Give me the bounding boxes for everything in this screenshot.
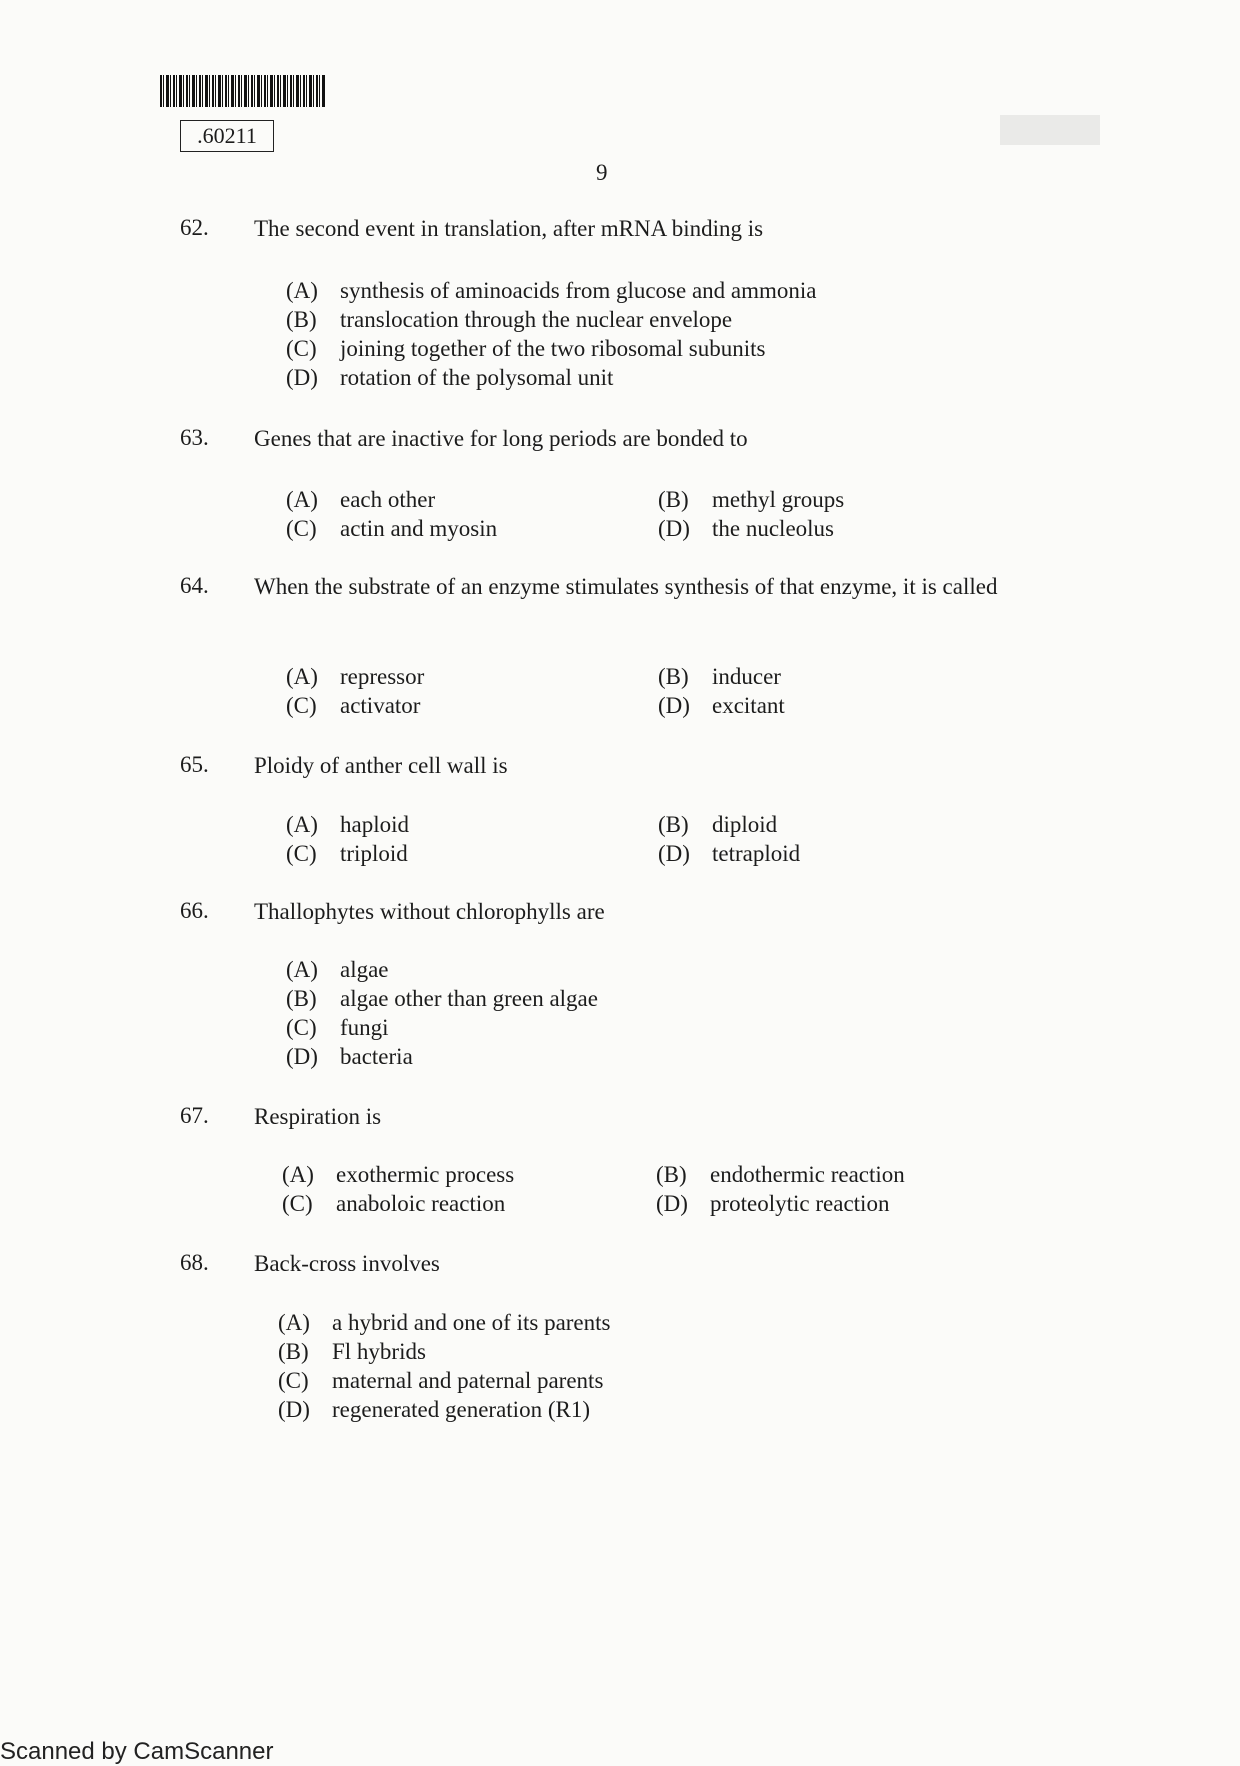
paper-code: .60211 [180, 120, 274, 152]
option-68-d: (D) regenerated generation (R1) [278, 1397, 590, 1422]
question-number: 62. [180, 215, 209, 240]
question-text: Respiration is [254, 1104, 382, 1129]
option-66-b: (B) algae other than green algae [286, 986, 598, 1011]
option-64-b: (B) inducer [658, 664, 781, 689]
option-67-d: (D) proteolytic reaction [656, 1191, 890, 1216]
option-64-a: (A) repressor [286, 664, 425, 689]
question-text: Ploidy of anther cell wall is [254, 753, 508, 778]
option-63-d: (D) the nucleolus [658, 516, 834, 541]
option-64-c: (C) activator [286, 693, 421, 718]
question-text: Back-cross involves [254, 1251, 440, 1276]
page-number: 9 [596, 160, 608, 185]
option-65-c: (C) triploid [286, 841, 408, 866]
option-68-b: (B) Fl hybrids [278, 1339, 426, 1364]
option-62-d: (D) rotation of the polysomal unit [286, 365, 614, 390]
question-text: Thallophytes without chlorophylls are [254, 899, 605, 924]
question-number: 68. [180, 1250, 209, 1275]
option-62-b: (B) translocation through the nuclear envelope [286, 307, 733, 332]
option-62-a: (A) synthesis of aminoacids from glucose and ammonia [286, 278, 817, 303]
bleed-through-mark [1000, 115, 1100, 145]
option-66-a: (A) algae [286, 957, 389, 982]
barcode [160, 75, 325, 107]
question-number: 65. [180, 752, 209, 777]
question-text: When the substrate of an enzyme stimulates synthesis of that enzyme, it is called [254, 574, 998, 599]
question-number: 64. [180, 573, 209, 598]
question-number: 66. [180, 898, 209, 923]
option-62-c: (C) joining together of the two ribosomal subunits [286, 336, 766, 361]
option-64-d: (D) excitant [658, 693, 785, 718]
option-65-a: (A) haploid [286, 812, 409, 837]
option-67-c: (C) anaboloic reaction [282, 1191, 506, 1216]
question-text: Genes that are inactive for long periods are bonded to [254, 426, 748, 451]
question-number: 67. [180, 1103, 209, 1128]
option-68-c: (C) maternal and paternal parents [278, 1368, 604, 1393]
option-68-a: (A) a hybrid and one of its parents [278, 1310, 611, 1335]
scanner-watermark: Scanned by CamScanner [0, 1738, 274, 1765]
question-number: 63. [180, 425, 209, 450]
question-text: The second event in translation, after mRNA binding is [254, 216, 764, 241]
option-65-b: (B) diploid [658, 812, 778, 837]
option-63-c: (C) actin and myosin [286, 516, 498, 541]
option-67-b: (B) endothermic reaction [656, 1162, 905, 1187]
option-67-a: (A) exothermic process [282, 1162, 515, 1187]
option-63-a: (A) each other [286, 487, 436, 512]
option-65-d: (D) tetraploid [658, 841, 801, 866]
option-66-d: (D) bacteria [286, 1044, 413, 1069]
option-66-c: (C) fungi [286, 1015, 389, 1040]
option-63-b: (B) methyl groups [658, 487, 845, 512]
